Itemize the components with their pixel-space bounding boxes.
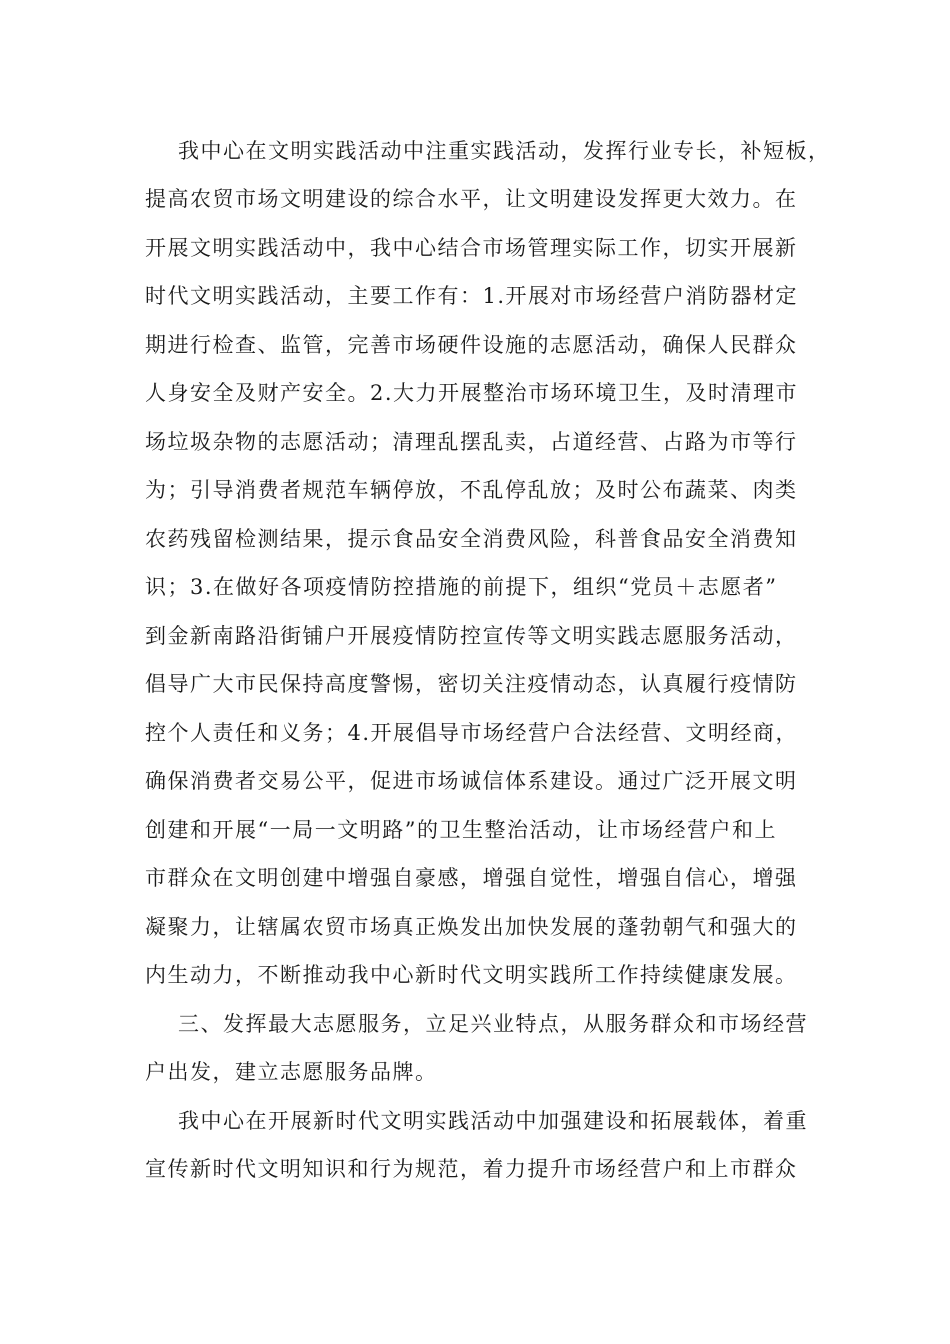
text-line: 宣传新时代文明知识和行为规范，着力提升市场经营户和上市群众 — [145, 1157, 798, 1181]
text-line: 为；引导消费者规范车辆停放，不乱停乱放；及时公布蔬菜、肉类 — [145, 478, 798, 502]
text-line: 识；3.在做好各项疫情防控措施的前提下，组织“党员＋志愿者” — [145, 575, 778, 599]
body-text — [145, 0, 831, 1344]
text-line: 控个人责任和义务；4.开展倡导市场经营户合法经营、文明经商， — [145, 721, 799, 745]
text-line: 人身安全及财产安全。2.大力开展整治市场环境卫生，及时清理市 — [145, 381, 799, 405]
text-line: 内生动力，不断推动我中心新时代文明实践所工作持续健康发展。 — [145, 963, 798, 987]
text-line: 我中心在文明实践活动中注重实践活动，发挥行业专长，补短板， — [178, 139, 831, 163]
text-line: 确保消费者交易公平，促进市场诚信体系建设。通过广泛开展文明 — [145, 769, 798, 793]
text-line: 倡导广大市民保持高度警惕，密切关注疫情动态，认真履行疫情防 — [145, 672, 798, 696]
text-line: 期进行检查、监管，完善市场硬件设施的志愿活动，确保人民群众 — [145, 333, 798, 357]
text-line: 我中心在开展新时代文明实践活动中加强建设和拓展载体，着重 — [178, 1109, 808, 1133]
text-line: 开展文明实践活动中，我中心结合市场管理实际工作，切实开展新 — [145, 236, 798, 260]
text-line: 提高农贸市场文明建设的综合水平，让文明建设发挥更大效力。在 — [145, 187, 798, 211]
text-line: 凝聚力，让辖属农贸市场真正焕发出加快发展的蓬勃朝气和强大的 — [145, 915, 798, 939]
text-line: 三、发挥最大志愿服务，立足兴业特点，从服务群众和市场经营 — [178, 1012, 808, 1036]
text-line: 时代文明实践活动，主要工作有：1.开展对市场经营户消防器材定 — [145, 284, 799, 308]
text-line: 场垃圾杂物的志愿活动；清理乱摆乱卖，占道经营、占路为市等行 — [145, 430, 798, 454]
text-line: 到金新南路沿街铺户开展疫情防控宣传等文明实践志愿服务活动， — [145, 624, 798, 648]
text-line: 户出发，建立志愿服务品牌。 — [145, 1060, 438, 1084]
text-line: 农药残留检测结果，提示食品安全消费风险，科普食品安全消费知 — [145, 527, 798, 551]
text-line: 创建和开展“一局一文明路”的卫生整治活动，让市场经营户和上 — [145, 818, 777, 842]
text-line: 市群众在文明创建中增强自豪感，增强自觉性，增强自信心，增强 — [145, 866, 798, 890]
